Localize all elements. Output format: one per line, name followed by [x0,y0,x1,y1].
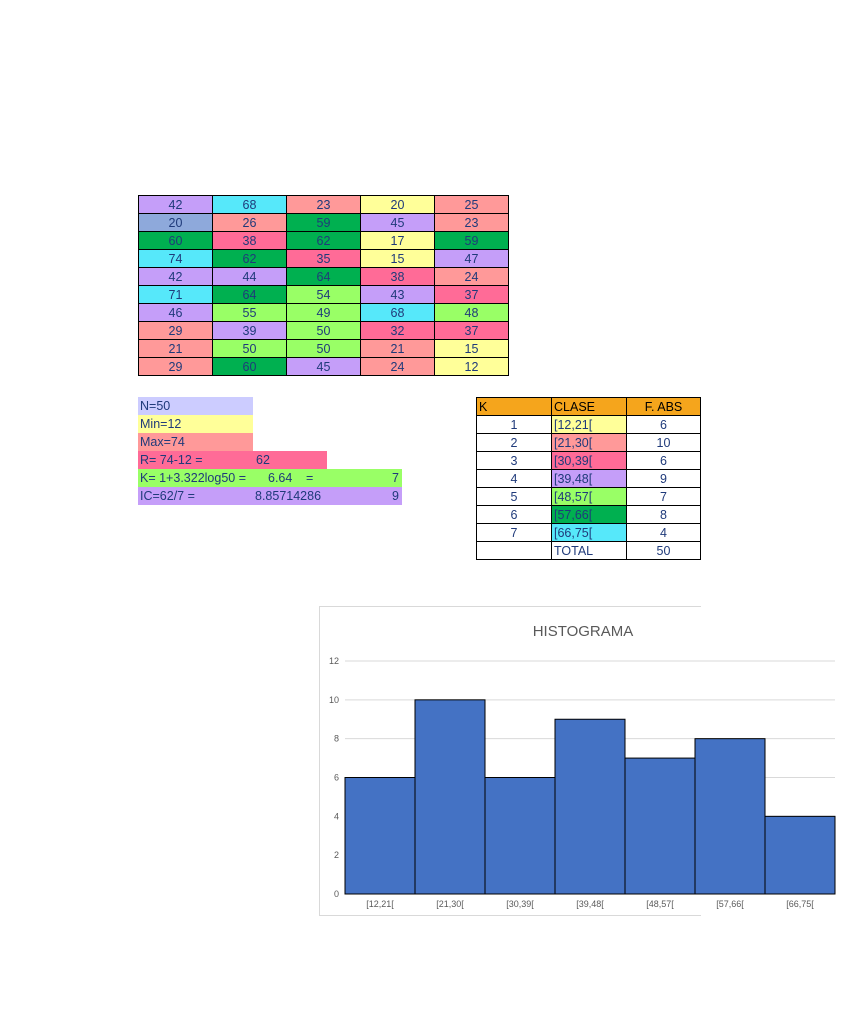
grid-cell: 23 [435,214,509,232]
grid-cell: 45 [287,358,361,376]
grid-cell: 74 [139,250,213,268]
grid-row [139,304,509,322]
grid-cell: 17 [361,232,435,250]
freq-k: 3 [477,452,552,470]
grid-cell: 55 [213,304,287,322]
freq-fabs: 6 [627,416,701,434]
grid-cell: 23 [287,196,361,214]
freq-clase: [48,57[ [552,488,627,506]
grid-cell: 24 [361,358,435,376]
freq-k: 2 [477,434,552,452]
freq-k: 4 [477,470,552,488]
grid-cell: 32 [361,322,435,340]
y-tick-label: 8 [333,733,339,744]
grid-cell: 15 [361,250,435,268]
grid-cell: 60 [139,232,213,250]
freq-clase: [39,48[ [552,470,627,488]
stat-min: Min=12 [140,417,182,431]
histogram-bar [345,778,415,895]
y-tick-label: 6 [333,772,339,783]
grid-cell: 38 [361,268,435,286]
freq-clase: [12,21[ [552,416,627,434]
grid-cell: 60 [213,358,287,376]
x-tick-label: [57,66[ [716,899,744,909]
grid-row [139,232,509,250]
grid-cell: 50 [287,340,361,358]
grid-cell: 42 [139,268,213,286]
x-tick-label: [12,21[ [366,899,394,909]
freq-k: 5 [477,488,552,506]
freq-k: 7 [477,524,552,542]
grid-row [139,250,509,268]
frequency-row [477,470,701,488]
freq-clase: [66,75[ [552,524,627,542]
grid-row [139,340,509,358]
frequency-header-row [477,398,701,416]
grid-row [139,286,509,304]
grid-cell: 59 [435,232,509,250]
y-tick-label: 2 [333,850,339,861]
x-tick-label: [48,57[ [646,899,674,909]
grid-cell: 64 [213,286,287,304]
stat-ic-value: 9 [392,489,399,503]
y-tick-label: 12 [328,656,339,666]
chart-title: HISTOGRAMA [532,623,634,640]
grid-cell: 39 [213,322,287,340]
grid-row [139,196,509,214]
frequency-table [476,397,701,560]
freq-k: 6 [477,506,552,524]
stat-k-label: K= 1+3.322log50 = [140,471,246,485]
grid-row [139,322,509,340]
freq-k: 1 [477,416,552,434]
grid-cell: 42 [139,196,213,214]
header-k: K [477,398,552,416]
grid-cell: 21 [139,340,213,358]
freq-fabs: 9 [627,470,701,488]
freq-clase: [30,39[ [552,452,627,470]
x-tick-label: [30,39[ [506,899,534,909]
frequency-row [477,452,701,470]
total-empty [477,542,552,560]
histogram-chart [319,606,814,916]
histogram-plot [320,607,814,915]
raw-data-grid [138,195,509,376]
stat-k-value: 7 [392,471,399,485]
grid-cell: 29 [139,322,213,340]
grid-cell: 35 [287,250,361,268]
stat-max: Max=74 [140,435,185,449]
grid-cell: 21 [361,340,435,358]
grid-cell: 59 [287,214,361,232]
freq-fabs: 7 [627,488,701,506]
histogram-bar [695,739,765,894]
grid-cell: 44 [213,268,287,286]
grid-cell: 25 [435,196,509,214]
histogram-bar [555,719,625,894]
stat-range-label: R= 74-12 = [140,453,203,467]
stat-range-value: 62 [256,453,270,467]
grid-cell: 48 [435,304,509,322]
grid-cell: 38 [213,232,287,250]
histogram-bar [765,816,835,894]
freq-fabs: 4 [627,524,701,542]
grid-cell: 50 [213,340,287,358]
grid-row [139,358,509,376]
frequency-row [477,506,701,524]
total-label: TOTAL [552,542,627,560]
grid-cell: 43 [361,286,435,304]
grid-cell: 64 [287,268,361,286]
grid-row [139,214,509,232]
stat-ic-label: IC=62/7 = [140,489,195,503]
grid-cell: 12 [435,358,509,376]
grid-cell: 45 [361,214,435,232]
histogram-bar [485,778,555,895]
stat-k-eq: = [306,471,314,485]
x-tick-label: [39,48[ [576,899,604,909]
grid-cell: 71 [139,286,213,304]
grid-cell: 20 [361,196,435,214]
grid-cell: 37 [435,286,509,304]
y-tick-label: 4 [333,811,339,822]
frequency-row [477,416,701,434]
grid-cell: 26 [213,214,287,232]
grid-cell: 68 [361,304,435,322]
freq-fabs: 6 [627,452,701,470]
frequency-total-row [477,542,701,560]
stat-k-calc: 6.64 [268,471,293,485]
grid-cell: 37 [435,322,509,340]
x-tick-label: [66,75[ [786,899,814,909]
freq-fabs: 8 [627,506,701,524]
grid-cell: 54 [287,286,361,304]
frequency-row [477,434,701,452]
y-tick-label: 0 [333,889,339,899]
frequency-row [477,524,701,542]
y-tick-label: 10 [328,694,339,705]
grid-row [139,268,509,286]
header-clase: CLASE [552,398,627,416]
x-tick-label: [21,30[ [436,899,464,909]
grid-cell: 49 [287,304,361,322]
frequency-row [477,488,701,506]
header-fabs: F. ABS [627,398,701,416]
grid-cell: 47 [435,250,509,268]
grid-cell: 62 [287,232,361,250]
grid-cell: 62 [213,250,287,268]
grid-cell: 20 [139,214,213,232]
grid-cell: 24 [435,268,509,286]
grid-cell: 68 [213,196,287,214]
stat-ic-calc: 8.85714286 [255,489,322,503]
grid-cell: 15 [435,340,509,358]
histogram-bar [415,700,485,894]
grid-cell: 29 [139,358,213,376]
total-value: 50 [627,542,701,560]
grid-cell: 50 [287,322,361,340]
grid-cell: 46 [139,304,213,322]
freq-fabs: 10 [627,434,701,452]
stat-n: N=50 [140,399,171,413]
freq-clase: [57,66[ [552,506,627,524]
freq-clase: [21,30[ [552,434,627,452]
histogram-bar [625,758,695,894]
